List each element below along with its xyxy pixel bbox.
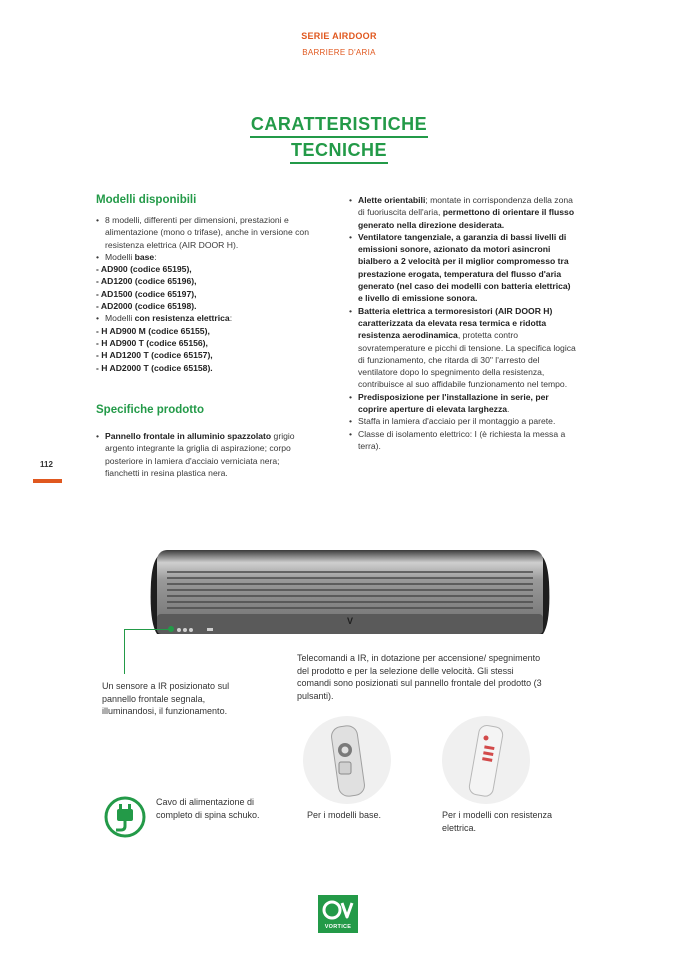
models-intro: • 8 modelli, differenti per dimensioni, prestazioni e alimentazione (mono o trifase), anche in versione con resistenza elettrica (AIR DOOR H). <box>96 214 336 251</box>
models-heading: Modelli disponibili <box>96 194 197 206</box>
vortice-logo-icon <box>318 895 358 923</box>
models-base: • Modelli base: <box>96 251 336 263</box>
page-title <box>0 112 678 164</box>
callout-line <box>124 629 170 630</box>
models-list <box>96 214 336 374</box>
page-number-bar <box>33 479 62 483</box>
model-item: - AD2000 (codice 65198). <box>96 301 197 312</box>
model-item: - AD900 (codice 65195), <box>96 264 192 275</box>
air-curtain-image <box>145 542 555 642</box>
remote-caption: Telecomandi a IR, in dotazione per accensione/ spegnimento del prodotto e per la selezione delle velocità. Gli stessi comandi sono posizionati sul pannello frontale del prodotto (3 pulsanti). <box>297 653 542 701</box>
models-resistance: • Modelli con resistenza elettrica: <box>96 312 336 324</box>
device-logo: V <box>346 616 354 626</box>
model-item: - AD1500 (codice 65197), <box>96 288 197 299</box>
vortice-logo-text: VORTICE <box>324 924 352 930</box>
page-number: 112 <box>40 460 53 469</box>
feature-item: • Classe di isolamento elettrico: I (è richiesta la messa a terra). <box>349 428 577 453</box>
specs-list <box>96 430 316 479</box>
remote-icon <box>303 716 391 804</box>
model-item: - H AD900 M (codice 65155), <box>96 325 210 336</box>
model-item: - H AD2000 T (codice 65158). <box>96 362 213 373</box>
feature-item: • Predisposizione per l'installazione in serie, per coprire aperture di elevata larghezza. <box>349 391 577 416</box>
callout-line <box>124 629 125 674</box>
feature-item: • Batteria elettrica a termoresistori (AIR DOOR H) caratterizzata da elevata resa termica e ridotta resistenza aerodinamica, protetta contro sovratemperature e picchi di tensione. La specifica logica di funzionamento, che ritarda di 30" l'arresto del ventilatore dopo lo spegnimento della resistenza, contribuisce al suo affidabile funzionamento nel tempo. <box>349 305 577 391</box>
features-list <box>349 194 577 452</box>
remote-resistance-image <box>442 716 530 804</box>
remote-resistance-caption: Per i modelli con resistenza elettrica. <box>442 810 553 833</box>
feature-item: • Ventilatore tangenziale, a garanzia di bassi livelli di emissioni sonore, azionato da motori asincroni bialbero a 2 velocità per il miglior compromesso tra prestazione erogata, temperatura del flusso d'aria generato (nel caso dei modelli con batteria elettrica) e livello di emissione sonora. <box>349 231 577 305</box>
series-label: SERIE AIRDOOR <box>301 31 377 41</box>
power-plug-icon <box>104 796 146 838</box>
specs-heading: Specifiche prodotto <box>96 404 204 416</box>
remote-icon <box>442 716 530 804</box>
page-title-line-2: TECNICHE <box>290 138 388 164</box>
model-item: - AD1200 (codice 65196), <box>96 276 197 287</box>
model-item: - H AD900 T (codice 65156), <box>96 337 208 348</box>
model-item: - H AD1200 T (codice 65157), <box>96 350 213 361</box>
remote-base-caption: Per i modelli base. <box>307 810 382 820</box>
feature-item: • Staffa in lamiera d'acciaio per il montaggio a parete. <box>349 415 577 427</box>
vortice-logo <box>318 895 358 933</box>
subseries-label: BARRIERE D'ARIA <box>302 48 376 57</box>
feature-item: • Alette orientabili; montate in corrispondenza della zona di fuoriuscita dell'aria, permettono di orientare il flusso generato nella direzione desiderata. <box>349 194 577 231</box>
page-title-line-1: CARATTERISTICHE <box>250 112 428 138</box>
cable-caption: Cavo di alimentazione di completo di spina schuko. <box>156 797 260 820</box>
sensor-caption: Un sensore a IR posizionato sul pannello frontale segnala, illuminandosi, il funzionamento. <box>102 681 230 716</box>
spec-panel: • Pannello frontale in alluminio spazzolato grigio argento integrante la griglia di aspirazione; corpo posteriore in lamiera d'acciaio verniciata nera; fianchetti in resina plastica nera. <box>96 430 316 479</box>
remote-base-image <box>303 716 391 804</box>
callout-dot <box>168 626 174 632</box>
